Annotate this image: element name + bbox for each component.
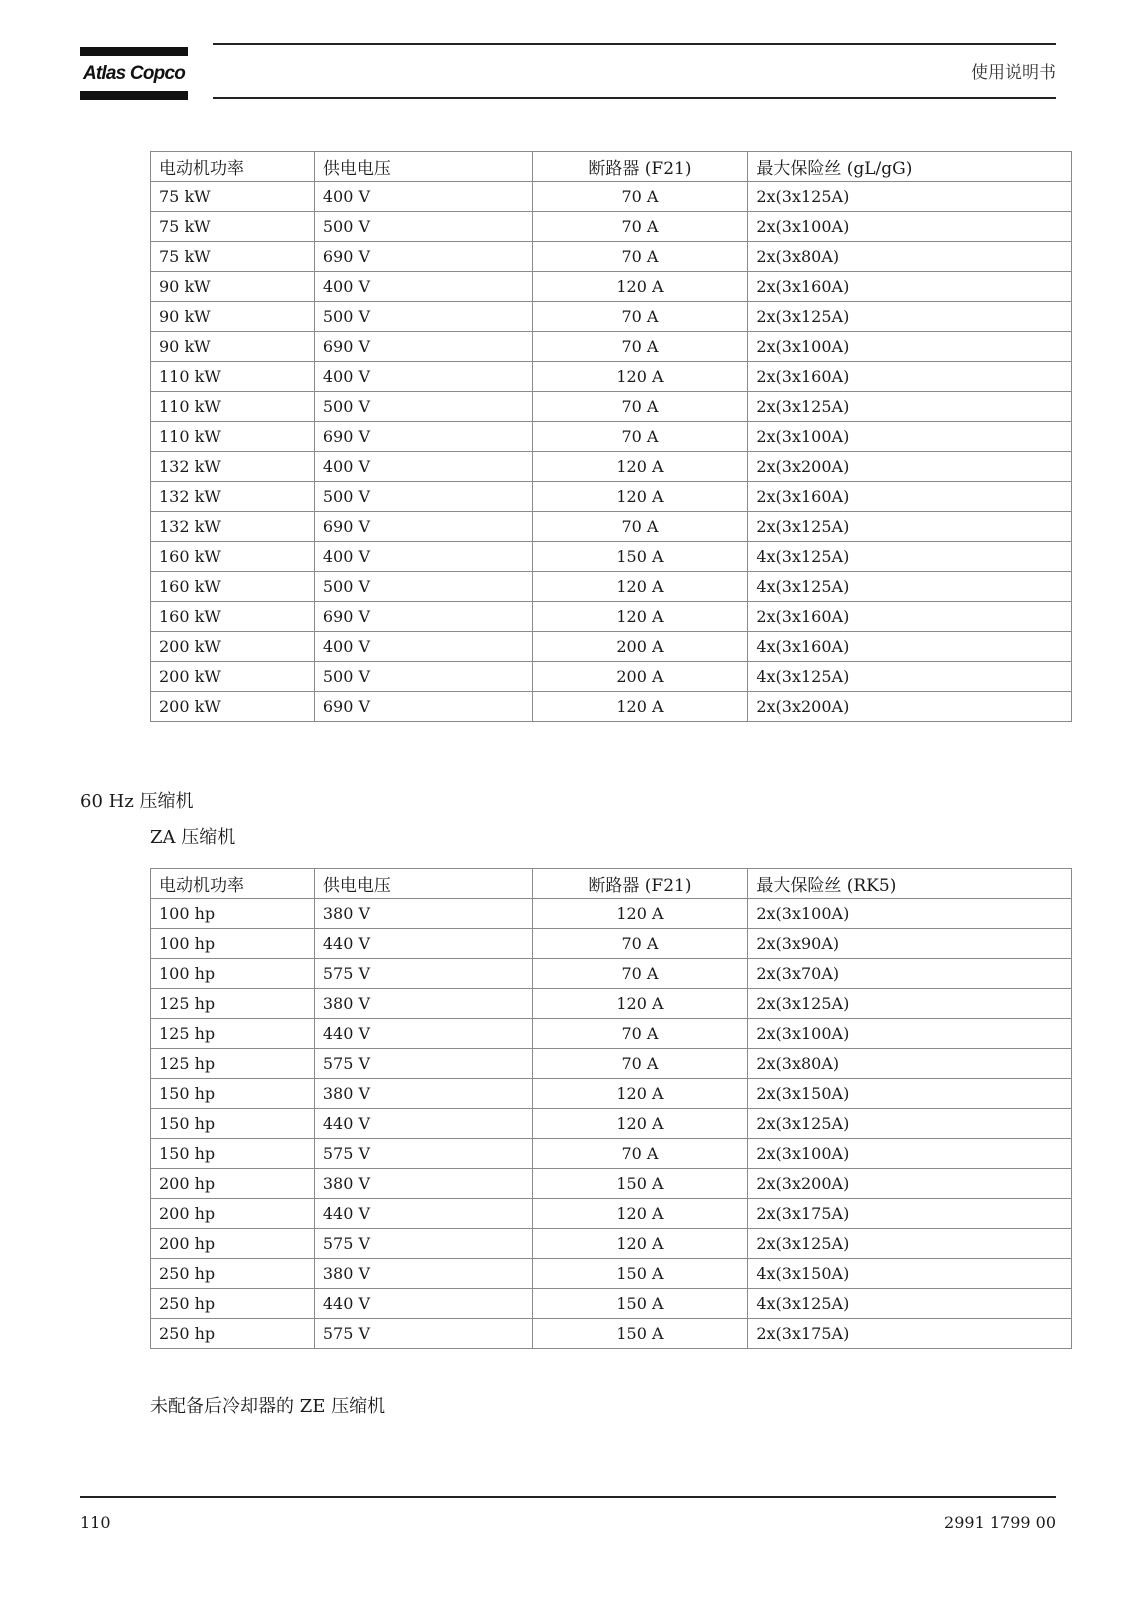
cell-motor-power: 250 hp: [151, 1259, 315, 1289]
cell-max-fuse: 2x(3x70A): [748, 959, 1072, 989]
cell-circuit-breaker: 70 A: [532, 1019, 748, 1049]
cell-circuit-breaker: 70 A: [532, 392, 748, 422]
cell-max-fuse: 2x(3x150A): [748, 1079, 1072, 1109]
table-row: [151, 1079, 1072, 1109]
cell-motor-power: 250 hp: [151, 1289, 315, 1319]
cell-motor-power: 200 hp: [151, 1169, 315, 1199]
cell-supply-voltage: 500 V: [314, 302, 532, 332]
cell-max-fuse: 2x(3x160A): [748, 362, 1072, 392]
cell-max-fuse: 4x(3x125A): [748, 572, 1072, 602]
header-top-rule: [213, 43, 1056, 45]
cell-motor-power: 90 kW: [151, 272, 315, 302]
cell-max-fuse: 4x(3x125A): [748, 662, 1072, 692]
table-header-row: [151, 869, 1072, 899]
cell-max-fuse: 2x(3x125A): [748, 512, 1072, 542]
table-row: [151, 512, 1072, 542]
table-60hz-motor-protection: [150, 868, 1072, 1349]
cell-motor-power: 100 hp: [151, 959, 315, 989]
cell-supply-voltage: 500 V: [314, 572, 532, 602]
cell-motor-power: 125 hp: [151, 1019, 315, 1049]
cell-circuit-breaker: 150 A: [532, 1289, 748, 1319]
cell-supply-voltage: 380 V: [314, 1169, 532, 1199]
cell-motor-power: 90 kW: [151, 332, 315, 362]
cell-circuit-breaker: 120 A: [532, 1109, 748, 1139]
cell-circuit-breaker: 120 A: [532, 572, 748, 602]
document-number: 2991 1799 00: [944, 1513, 1056, 1532]
table-row: [151, 959, 1072, 989]
logo-wordmark: Atlas Copco: [82, 63, 186, 84]
cell-circuit-breaker: 120 A: [532, 1229, 748, 1259]
cell-motor-power: 200 hp: [151, 1229, 315, 1259]
logo-bottom-bar: [80, 91, 188, 100]
cell-motor-power: 110 kW: [151, 422, 315, 452]
cell-circuit-breaker: 70 A: [532, 929, 748, 959]
cell-max-fuse: 4x(3x125A): [748, 1289, 1072, 1319]
cell-supply-voltage: 690 V: [314, 332, 532, 362]
table-50hz-motor-protection: [150, 151, 1072, 722]
table-header-row: [151, 152, 1072, 182]
cell-motor-power: 160 kW: [151, 602, 315, 632]
cell-motor-power: 160 kW: [151, 572, 315, 602]
table-row: [151, 1019, 1072, 1049]
table-row: [151, 272, 1072, 302]
column-header-supply-voltage: 供电电压: [314, 152, 532, 182]
cell-motor-power: 125 hp: [151, 1049, 315, 1079]
table-row: [151, 1319, 1072, 1349]
logo-top-bar: [80, 47, 188, 56]
footer-rule: [80, 1496, 1056, 1498]
cell-max-fuse: 2x(3x125A): [748, 302, 1072, 332]
column-header-motor-power: 电动机功率: [151, 152, 315, 182]
cell-supply-voltage: 575 V: [314, 1049, 532, 1079]
cell-max-fuse: 2x(3x200A): [748, 452, 1072, 482]
table-row: [151, 1199, 1072, 1229]
cell-supply-voltage: 400 V: [314, 272, 532, 302]
cell-supply-voltage: 440 V: [314, 1019, 532, 1049]
table-row: [151, 362, 1072, 392]
table-row: [151, 1109, 1072, 1139]
cell-circuit-breaker: 70 A: [532, 1049, 748, 1079]
section-title-60hz: 60 Hz 压缩机: [80, 791, 194, 812]
table-row: [151, 392, 1072, 422]
table-row: [151, 332, 1072, 362]
cell-circuit-breaker: 120 A: [532, 1199, 748, 1229]
document-title: 使用说明书: [971, 63, 1056, 83]
table-row: [151, 1169, 1072, 1199]
cell-supply-voltage: 440 V: [314, 1109, 532, 1139]
cell-circuit-breaker: 120 A: [532, 272, 748, 302]
cell-circuit-breaker: 120 A: [532, 602, 748, 632]
cell-circuit-breaker: 70 A: [532, 512, 748, 542]
cell-supply-voltage: 575 V: [314, 959, 532, 989]
cell-max-fuse: 4x(3x150A): [748, 1259, 1072, 1289]
cell-circuit-breaker: 150 A: [532, 542, 748, 572]
cell-max-fuse: 2x(3x90A): [748, 929, 1072, 959]
cell-circuit-breaker: 70 A: [532, 332, 748, 362]
cell-max-fuse: 4x(3x160A): [748, 632, 1072, 662]
cell-max-fuse: 2x(3x160A): [748, 272, 1072, 302]
cell-supply-voltage: 690 V: [314, 602, 532, 632]
cell-motor-power: 100 hp: [151, 929, 315, 959]
cell-max-fuse: 4x(3x125A): [748, 542, 1072, 572]
cell-circuit-breaker: 70 A: [532, 182, 748, 212]
cell-supply-voltage: 690 V: [314, 512, 532, 542]
cell-supply-voltage: 400 V: [314, 452, 532, 482]
table-row: [151, 602, 1072, 632]
cell-circuit-breaker: 120 A: [532, 989, 748, 1019]
table-row: [151, 692, 1072, 722]
cell-supply-voltage: 500 V: [314, 482, 532, 512]
table-row: [151, 572, 1072, 602]
cell-circuit-breaker: 200 A: [532, 662, 748, 692]
cell-circuit-breaker: 200 A: [532, 632, 748, 662]
column-header-max-fuse: 最大保险丝 (RK5): [748, 869, 1072, 899]
cell-max-fuse: 2x(3x125A): [748, 1109, 1072, 1139]
cell-circuit-breaker: 150 A: [532, 1319, 748, 1349]
cell-circuit-breaker: 70 A: [532, 212, 748, 242]
cell-circuit-breaker: 120 A: [532, 452, 748, 482]
page-number: 110: [80, 1513, 111, 1532]
cell-supply-voltage: 690 V: [314, 242, 532, 272]
cell-supply-voltage: 500 V: [314, 212, 532, 242]
cell-circuit-breaker: 150 A: [532, 1259, 748, 1289]
cell-max-fuse: 2x(3x125A): [748, 182, 1072, 212]
column-header-circuit-breaker: 断路器 (F21): [532, 869, 748, 899]
cell-supply-voltage: 400 V: [314, 182, 532, 212]
cell-supply-voltage: 380 V: [314, 899, 532, 929]
cell-motor-power: 90 kW: [151, 302, 315, 332]
table-row: [151, 929, 1072, 959]
cell-supply-voltage: 440 V: [314, 1199, 532, 1229]
cell-motor-power: 150 hp: [151, 1139, 315, 1169]
cell-supply-voltage: 690 V: [314, 422, 532, 452]
column-header-motor-power: 电动机功率: [151, 869, 315, 899]
cell-motor-power: 200 kW: [151, 662, 315, 692]
cell-supply-voltage: 440 V: [314, 1289, 532, 1319]
table-row: [151, 452, 1072, 482]
cell-max-fuse: 2x(3x200A): [748, 1169, 1072, 1199]
cell-circuit-breaker: 70 A: [532, 1139, 748, 1169]
cell-supply-voltage: 575 V: [314, 1139, 532, 1169]
cell-circuit-breaker: 120 A: [532, 899, 748, 929]
cell-motor-power: 200 kW: [151, 692, 315, 722]
cell-circuit-breaker: 70 A: [532, 422, 748, 452]
cell-supply-voltage: 500 V: [314, 662, 532, 692]
cell-max-fuse: 2x(3x100A): [748, 332, 1072, 362]
table-row: [151, 899, 1072, 929]
table-row: [151, 212, 1072, 242]
cell-supply-voltage: 400 V: [314, 632, 532, 662]
cell-motor-power: 160 kW: [151, 542, 315, 572]
cell-max-fuse: 2x(3x160A): [748, 482, 1072, 512]
cell-supply-voltage: 690 V: [314, 692, 532, 722]
cell-max-fuse: 2x(3x175A): [748, 1319, 1072, 1349]
cell-circuit-breaker: 120 A: [532, 1079, 748, 1109]
cell-motor-power: 200 kW: [151, 632, 315, 662]
column-header-max-fuse: 最大保险丝 (gL/gG): [748, 152, 1072, 182]
cell-circuit-breaker: 70 A: [532, 302, 748, 332]
table-row: [151, 182, 1072, 212]
cell-motor-power: 132 kW: [151, 452, 315, 482]
cell-max-fuse: 2x(3x100A): [748, 1019, 1072, 1049]
atlas-copco-logo: [80, 47, 188, 100]
cell-motor-power: 150 hp: [151, 1079, 315, 1109]
column-header-supply-voltage: 供电电压: [314, 869, 532, 899]
table-row: [151, 302, 1072, 332]
cell-supply-voltage: 380 V: [314, 1259, 532, 1289]
cell-supply-voltage: 380 V: [314, 989, 532, 1019]
cell-motor-power: 100 hp: [151, 899, 315, 929]
cell-max-fuse: 2x(3x125A): [748, 989, 1072, 1019]
cell-max-fuse: 2x(3x200A): [748, 692, 1072, 722]
cell-circuit-breaker: 120 A: [532, 692, 748, 722]
table-row: [151, 989, 1072, 1019]
cell-max-fuse: 2x(3x160A): [748, 602, 1072, 632]
cell-max-fuse: 2x(3x125A): [748, 1229, 1072, 1259]
cell-supply-voltage: 440 V: [314, 929, 532, 959]
table-row: [151, 482, 1072, 512]
cell-max-fuse: 2x(3x100A): [748, 899, 1072, 929]
cell-max-fuse: 2x(3x100A): [748, 422, 1072, 452]
cell-circuit-breaker: 150 A: [532, 1169, 748, 1199]
cell-supply-voltage: 380 V: [314, 1079, 532, 1109]
cell-circuit-breaker: 120 A: [532, 362, 748, 392]
cell-motor-power: 75 kW: [151, 212, 315, 242]
cell-motor-power: 150 hp: [151, 1109, 315, 1139]
cell-motor-power: 125 hp: [151, 989, 315, 1019]
table-row: [151, 542, 1072, 572]
cell-motor-power: 75 kW: [151, 242, 315, 272]
cell-motor-power: 75 kW: [151, 182, 315, 212]
cell-circuit-breaker: 70 A: [532, 242, 748, 272]
cell-max-fuse: 2x(3x80A): [748, 1049, 1072, 1079]
subsection-ze-compressor: 未配备后冷却器的 ZE 压缩机: [150, 1396, 386, 1417]
cell-supply-voltage: 400 V: [314, 362, 532, 392]
subsection-za-compressor: ZA 压缩机: [150, 827, 236, 848]
table-row: [151, 242, 1072, 272]
column-header-circuit-breaker: 断路器 (F21): [532, 152, 748, 182]
table-row: [151, 1259, 1072, 1289]
table-row: [151, 662, 1072, 692]
cell-motor-power: 250 hp: [151, 1319, 315, 1349]
cell-motor-power: 110 kW: [151, 392, 315, 422]
header-bottom-rule: [213, 97, 1056, 99]
cell-max-fuse: 2x(3x100A): [748, 212, 1072, 242]
table-row: [151, 1289, 1072, 1319]
cell-motor-power: 132 kW: [151, 482, 315, 512]
cell-max-fuse: 2x(3x80A): [748, 242, 1072, 272]
cell-max-fuse: 2x(3x175A): [748, 1199, 1072, 1229]
cell-motor-power: 110 kW: [151, 362, 315, 392]
table-row: [151, 422, 1072, 452]
table-row: [151, 1049, 1072, 1079]
cell-motor-power: 132 kW: [151, 512, 315, 542]
cell-circuit-breaker: 70 A: [532, 959, 748, 989]
cell-motor-power: 200 hp: [151, 1199, 315, 1229]
cell-supply-voltage: 575 V: [314, 1319, 532, 1349]
cell-supply-voltage: 500 V: [314, 392, 532, 422]
cell-max-fuse: 2x(3x100A): [748, 1139, 1072, 1169]
cell-supply-voltage: 400 V: [314, 542, 532, 572]
table-row: [151, 1229, 1072, 1259]
table-row: [151, 1139, 1072, 1169]
cell-max-fuse: 2x(3x125A): [748, 392, 1072, 422]
cell-circuit-breaker: 120 A: [532, 482, 748, 512]
table-row: [151, 632, 1072, 662]
cell-supply-voltage: 575 V: [314, 1229, 532, 1259]
